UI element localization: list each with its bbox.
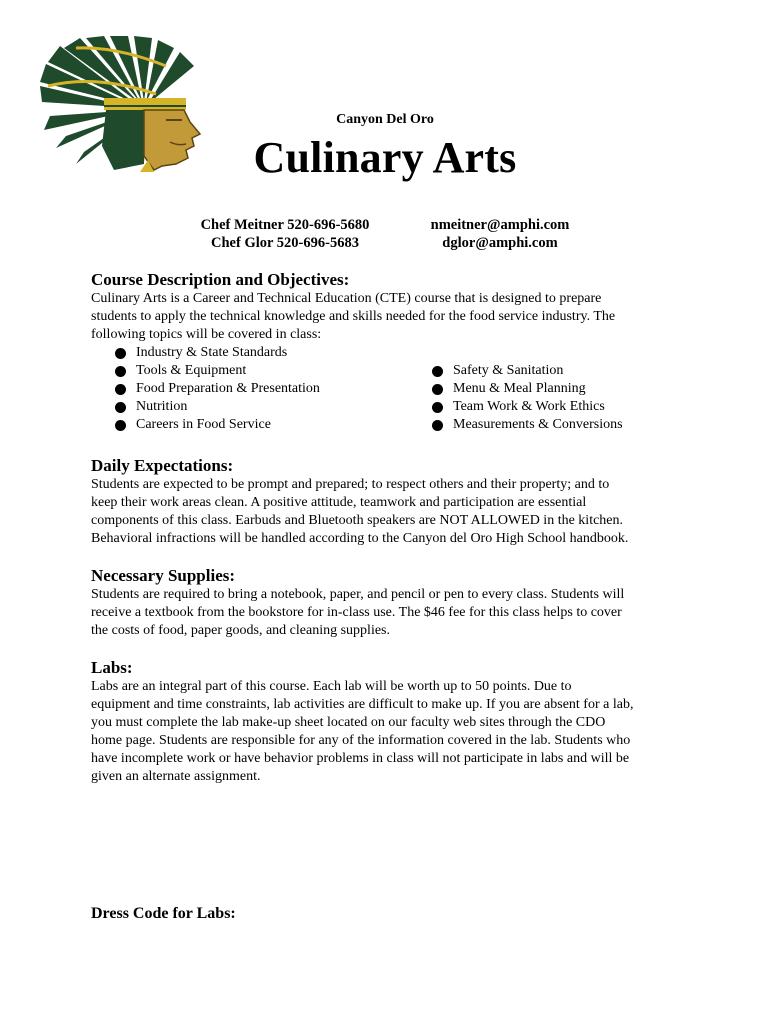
list-item: Tools & Equipment bbox=[110, 362, 320, 380]
text-line: Behavioral infractions will be handled according to the Canyon del Oro High School handbook. bbox=[91, 531, 629, 546]
daily-expectations-heading: Daily Expectations: bbox=[91, 456, 234, 475]
school-name: Canyon Del Oro bbox=[336, 112, 434, 127]
text-line: given an alternate assignment. bbox=[91, 769, 261, 784]
list-item: Menu & Meal Planning bbox=[427, 380, 623, 398]
text-line: students to apply the technical knowledge and skills needed for the food service industry. The bbox=[91, 309, 616, 324]
necessary-supplies-text bbox=[91, 586, 691, 640]
text-line: you must complete the lab make-up sheet located on our faculty web sites through the CDO bbox=[91, 715, 606, 730]
contact-phones bbox=[180, 216, 390, 252]
text-line: home page. Students are responsible for any of the information covered in the lab. Students who bbox=[91, 733, 631, 748]
labs-heading: Labs: bbox=[91, 658, 133, 677]
list-item: Food Preparation & Presentation bbox=[110, 380, 320, 398]
text-line: keep their work areas clean. A positive attitude, teamwork and participation are essential bbox=[91, 495, 587, 510]
contact-emails bbox=[420, 216, 580, 252]
topics-list-left bbox=[110, 344, 320, 434]
contact-email-meitner: nmeitner@amphi.com bbox=[430, 217, 570, 233]
text-line: Students are required to bring a notebook, paper, and pencil or pen to every class. Students will bbox=[91, 587, 625, 602]
text-line: Labs are an integral part of this course. Each lab will be worth up to 50 points. Due to bbox=[91, 679, 572, 694]
course-description-heading: Course Description and Objectives: bbox=[91, 270, 350, 289]
list-item: Nutrition bbox=[110, 398, 320, 416]
daily-expectations-text bbox=[91, 476, 691, 548]
text-line: Students are expected to be prompt and prepared; to respect others and their property; and to bbox=[91, 477, 610, 492]
list-item: Team Work & Work Ethics bbox=[427, 398, 623, 416]
course-description-text bbox=[91, 290, 691, 344]
text-line: components of this class. Earbuds and Bluetooth speakers are NOT ALLOWED in the kitchen. bbox=[91, 513, 624, 528]
text-line: following topics will be covered in class: bbox=[91, 327, 322, 342]
text-line: receive a textbook from the bookstore for in-class use. The $46 fee for this class helps to cover bbox=[91, 605, 622, 620]
necessary-supplies-heading: Necessary Supplies: bbox=[91, 566, 236, 585]
text-line: Culinary Arts is a Career and Technical Education (CTE) course that is designed to prepare bbox=[91, 291, 602, 306]
text-line: the costs of food, paper goods, and cleaning supplies. bbox=[91, 623, 390, 638]
list-item: Safety & Sanitation bbox=[427, 362, 623, 380]
labs-text bbox=[91, 678, 691, 786]
list-item: Measurements & Conversions bbox=[427, 416, 623, 434]
text-line: have incomplete work or have behavior problems in class will not participate in labs and will be bbox=[91, 751, 630, 766]
text-line: equipment and time constraints, lab activities are difficult to make up. If you are absent for a lab, bbox=[91, 697, 634, 712]
topics-list-right bbox=[427, 362, 623, 434]
list-item: Industry & State Standards bbox=[110, 344, 320, 362]
dress-code-heading: Dress Code for Labs: bbox=[91, 905, 236, 922]
page-title: Culinary Arts bbox=[253, 133, 517, 182]
mascot-logo-icon bbox=[36, 36, 208, 176]
contact-email-glor: dglor@amphi.com bbox=[442, 235, 558, 251]
list-item: Careers in Food Service bbox=[110, 416, 320, 434]
contact-phone-meitner: Chef Meitner 520-696-5680 bbox=[200, 217, 370, 233]
contact-phone-glor: Chef Glor 520-696-5683 bbox=[211, 235, 359, 251]
